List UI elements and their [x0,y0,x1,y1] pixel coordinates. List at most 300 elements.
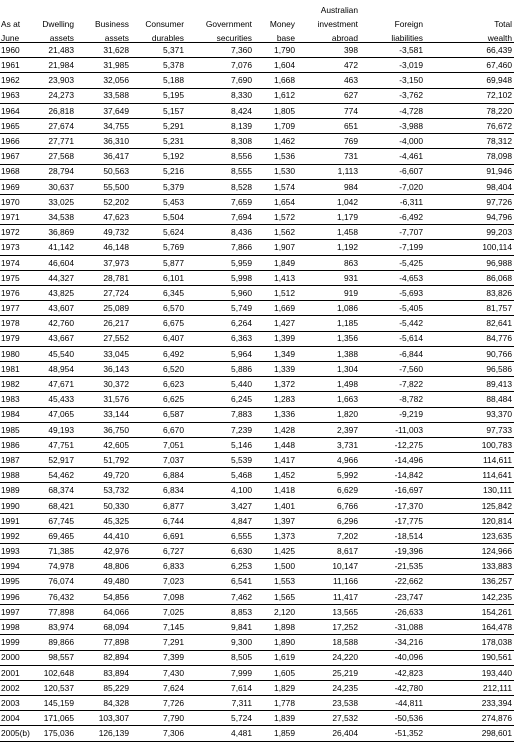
cell-year: 1969 [0,179,36,194]
cell-government: 5,440 [186,377,254,392]
cell-total: 76,672 [425,118,514,133]
cell-business: 33,144 [76,407,131,422]
cell-investment: 25,219 [297,665,360,680]
cell-foreign: -7,822 [360,377,425,392]
cell-year: 1995 [0,574,36,589]
cell-money: 1,372 [254,377,297,392]
cell-dwelling: 69,465 [36,529,76,544]
cell-foreign: -3,762 [360,88,425,103]
cell-total: 123,635 [425,529,514,544]
cell-foreign: -19,396 [360,544,425,559]
cell-investment: 398 [297,43,360,58]
cell-year: 1966 [0,134,36,149]
cell-dwelling: 54,462 [36,468,76,483]
cell-dwelling: 45,540 [36,346,76,361]
cell-dwelling: 67,745 [36,513,76,528]
cell-consumer: 6,492 [131,346,186,361]
cell-year: 1960 [0,43,36,58]
table-row [0,665,514,680]
cell-government: 7,076 [186,58,254,73]
cell-year: 1975 [0,270,36,285]
table-row [0,331,514,346]
cell-government: 5,146 [186,437,254,452]
table-row [0,422,514,437]
cell-consumer: 5,231 [131,134,186,149]
cell-money: 1,401 [254,498,297,513]
cell-total: 136,257 [425,574,514,589]
cell-dwelling: 89,866 [36,635,76,650]
cell-dwelling: 43,825 [36,286,76,301]
cell-consumer: 6,587 [131,407,186,422]
cell-year: 1971 [0,210,36,225]
cell-foreign: -17,775 [360,513,425,528]
cell-dwelling: 47,751 [36,437,76,452]
table-row [0,194,514,209]
cell-total: 154,261 [425,604,514,619]
cell-money: 1,462 [254,134,297,149]
col-header-foreign: Foreign [394,18,423,29]
cell-consumer: 5,188 [131,73,186,88]
cell-business: 36,750 [76,422,131,437]
cell-dwelling: 76,432 [36,589,76,604]
col-header-business: Business [95,18,129,29]
cell-investment: 1,185 [297,316,360,331]
cell-money: 1,339 [254,361,297,376]
cell-dwelling: 41,142 [36,240,76,255]
cell-foreign: -22,662 [360,574,425,589]
cell-money: 1,829 [254,680,297,695]
cell-money: 1,536 [254,149,297,164]
cell-government: 8,308 [186,134,254,149]
cell-total: 81,757 [425,301,514,316]
cell-year: 1980 [0,346,36,361]
cell-business: 37,973 [76,255,131,270]
cell-year: 1997 [0,604,36,619]
cell-government: 7,883 [186,407,254,422]
cell-consumer: 7,790 [131,711,186,726]
cell-year: 1985 [0,422,36,437]
cell-total: 120,814 [425,513,514,528]
table-row [0,164,514,179]
cell-year: 1964 [0,103,36,118]
cell-investment: 1,356 [297,331,360,346]
cell-consumer: 6,345 [131,286,186,301]
cell-foreign: -34,216 [360,635,425,650]
cell-total: 178,038 [425,635,514,650]
cell-total: 164,478 [425,620,514,635]
col-header-year: As at [1,18,21,29]
cell-business: 83,894 [76,665,131,680]
cell-total: 97,733 [425,422,514,437]
cell-foreign: -6,492 [360,210,425,225]
cell-business: 36,143 [76,361,131,376]
cell-total: 142,235 [425,589,514,604]
table-row [0,498,514,513]
cell-year: 1986 [0,437,36,452]
cell-foreign: -3,150 [360,73,425,88]
table-row [0,316,514,331]
cell-business: 37,649 [76,103,131,118]
col-header-year-2: June [0,28,36,43]
cell-year: 1984 [0,407,36,422]
cell-business: 27,724 [76,286,131,301]
cell-year: 2002 [0,680,36,695]
cell-investment: 463 [297,73,360,88]
cell-consumer: 6,670 [131,422,186,437]
cell-investment: 1,304 [297,361,360,376]
cell-consumer: 6,570 [131,301,186,316]
cell-foreign: -4,728 [360,103,425,118]
cell-year: 1987 [0,453,36,468]
cell-business: 77,898 [76,635,131,650]
cell-government: 8,424 [186,103,254,118]
cell-total: 98,404 [425,179,514,194]
table-row [0,361,514,376]
col-header-business-2: assets [76,28,131,43]
cell-business: 27,552 [76,331,131,346]
cell-business: 55,500 [76,179,131,194]
table-row [0,726,514,741]
cell-total: 78,220 [425,103,514,118]
cell-business: 31,576 [76,392,131,407]
cell-foreign: -5,442 [360,316,425,331]
cell-dwelling: 47,671 [36,377,76,392]
cell-consumer: 7,624 [131,680,186,695]
cell-consumer: 6,520 [131,361,186,376]
cell-foreign: -7,199 [360,240,425,255]
cell-year: 1962 [0,73,36,88]
cell-business: 26,217 [76,316,131,331]
cell-money: 1,778 [254,696,297,711]
cell-year: 2004 [0,711,36,726]
cell-foreign: -4,461 [360,149,425,164]
cell-investment: 26,404 [297,726,360,741]
table-header [0,0,514,43]
cell-government: 8,139 [186,118,254,133]
cell-consumer: 5,877 [131,255,186,270]
cell-year: 1970 [0,194,36,209]
cell-dwelling: 34,538 [36,210,76,225]
cell-year: 1981 [0,361,36,376]
cell-investment: 4,966 [297,453,360,468]
cell-total: 212,111 [425,680,514,695]
table-row [0,544,514,559]
cell-government: 6,363 [186,331,254,346]
cell-year: 1992 [0,529,36,544]
cell-year: 2005(b) [0,726,36,741]
cell-dwelling: 21,483 [36,43,76,58]
cell-total: 69,948 [425,73,514,88]
cell-total: 94,796 [425,210,514,225]
col-header-consumer: Consumer [145,18,184,29]
cell-government: 4,481 [186,726,254,741]
cell-consumer: 7,023 [131,574,186,589]
cell-investment: 23,538 [297,696,360,711]
cell-government: 9,841 [186,620,254,635]
cell-investment: 11,417 [297,589,360,604]
cell-year: 2000 [0,650,36,665]
cell-total: 99,203 [425,225,514,240]
cell-business: 51,792 [76,453,131,468]
cell-foreign: -6,311 [360,194,425,209]
cell-dwelling: 46,604 [36,255,76,270]
cell-money: 1,890 [254,635,297,650]
cell-foreign: -50,536 [360,711,425,726]
cell-government: 8,436 [186,225,254,240]
col-header-investment-2: abroad [297,28,360,43]
header-row-2 [0,28,514,43]
col-header-dwelling-2: assets [36,28,76,43]
table-row [0,255,514,270]
col-header-money: Money [269,18,295,29]
table-row [0,377,514,392]
cell-consumer: 6,101 [131,270,186,285]
cell-investment: 1,820 [297,407,360,422]
cell-foreign: -7,020 [360,179,425,194]
cell-money: 1,500 [254,559,297,574]
cell-government: 5,886 [186,361,254,376]
cell-consumer: 6,884 [131,468,186,483]
cell-business: 49,480 [76,574,131,589]
cell-business: 64,066 [76,604,131,619]
cell-total: 130,111 [425,483,514,498]
cell-consumer: 5,195 [131,88,186,103]
cell-total: 83,826 [425,286,514,301]
cell-investment: 731 [297,149,360,164]
cell-consumer: 5,769 [131,240,186,255]
cell-foreign: -23,747 [360,589,425,604]
cell-business: 30,372 [76,377,131,392]
table-row [0,43,514,58]
cell-consumer: 6,877 [131,498,186,513]
table-row [0,620,514,635]
cell-government: 6,253 [186,559,254,574]
cell-investment: 1,458 [297,225,360,240]
cell-dwelling: 24,273 [36,88,76,103]
cell-foreign: -51,352 [360,726,425,741]
cell-total: 82,641 [425,316,514,331]
cell-money: 1,839 [254,711,297,726]
cell-consumer: 6,834 [131,483,186,498]
cell-government: 7,462 [186,589,254,604]
table-row [0,134,514,149]
cell-business: 33,588 [76,88,131,103]
cell-government: 5,468 [186,468,254,483]
cell-money: 1,349 [254,346,297,361]
cell-business: 45,325 [76,513,131,528]
cell-investment: 1,179 [297,210,360,225]
cell-year: 1977 [0,301,36,316]
cell-business: 42,605 [76,437,131,452]
cell-consumer: 6,744 [131,513,186,528]
table-row [0,179,514,194]
cell-foreign: -4,653 [360,270,425,285]
cell-money: 1,805 [254,103,297,118]
cell-total: 125,842 [425,498,514,513]
cell-investment: 774 [297,103,360,118]
cell-year: 1990 [0,498,36,513]
cell-government: 5,724 [186,711,254,726]
cell-dwelling: 145,159 [36,696,76,711]
cell-year: 2003 [0,696,36,711]
cell-consumer: 6,675 [131,316,186,331]
cell-money: 1,604 [254,58,297,73]
cell-foreign: -14,842 [360,468,425,483]
cell-business: 44,410 [76,529,131,544]
table-row [0,453,514,468]
cell-year: 1979 [0,331,36,346]
cell-money: 1,605 [254,665,297,680]
cell-consumer: 5,371 [131,43,186,58]
cell-total: 100,114 [425,240,514,255]
cell-government: 6,555 [186,529,254,544]
cell-business: 47,623 [76,210,131,225]
cell-dwelling: 36,869 [36,225,76,240]
cell-money: 1,336 [254,407,297,422]
cell-money: 1,413 [254,270,297,285]
cell-business: 48,806 [76,559,131,574]
cell-investment: 24,235 [297,680,360,695]
cell-year: 1974 [0,255,36,270]
cell-dwelling: 120,537 [36,680,76,695]
cell-investment: 1,042 [297,194,360,209]
cell-foreign: -31,088 [360,620,425,635]
cell-dwelling: 27,771 [36,134,76,149]
cell-government: 7,866 [186,240,254,255]
cell-total: 193,440 [425,665,514,680]
cell-foreign: -42,780 [360,680,425,695]
cell-investment: 6,766 [297,498,360,513]
cell-year: 2001 [0,665,36,680]
cell-year: 1998 [0,620,36,635]
table-row [0,73,514,88]
cell-year: 1967 [0,149,36,164]
table-row [0,513,514,528]
cell-dwelling: 74,978 [36,559,76,574]
cell-foreign: -16,697 [360,483,425,498]
cell-business: 28,781 [76,270,131,285]
cell-total: 90,766 [425,346,514,361]
cell-investment: 8,617 [297,544,360,559]
cell-consumer: 5,216 [131,164,186,179]
cell-year: 1991 [0,513,36,528]
cell-government: 3,427 [186,498,254,513]
cell-investment: 27,532 [297,711,360,726]
cell-investment: 984 [297,179,360,194]
cell-foreign: -18,514 [360,529,425,544]
cell-year: 1999 [0,635,36,650]
cell-consumer: 5,378 [131,58,186,73]
table-row [0,346,514,361]
cell-money: 1,553 [254,574,297,589]
cell-government: 9,300 [186,635,254,650]
cell-foreign: -7,707 [360,225,425,240]
cell-money: 2,120 [254,604,297,619]
cell-business: 31,985 [76,58,131,73]
cell-money: 1,612 [254,88,297,103]
cell-money: 1,709 [254,118,297,133]
cell-year: 1961 [0,58,36,73]
cell-money: 1,654 [254,194,297,209]
cell-government: 7,999 [186,665,254,680]
cell-business: 49,720 [76,468,131,483]
table-row [0,301,514,316]
cell-investment: 10,147 [297,559,360,574]
cell-money: 1,283 [254,392,297,407]
cell-year: 1963 [0,88,36,103]
table-row [0,529,514,544]
cell-money: 1,898 [254,620,297,635]
cell-foreign: -5,693 [360,286,425,301]
cell-dwelling: 27,674 [36,118,76,133]
cell-total: 67,460 [425,58,514,73]
table-row [0,88,514,103]
cell-dwelling: 26,818 [36,103,76,118]
cell-dwelling: 76,074 [36,574,76,589]
cell-money: 1,397 [254,513,297,528]
cell-consumer: 5,157 [131,103,186,118]
col-header-government: Government [205,18,252,29]
cell-foreign: -5,614 [360,331,425,346]
cell-investment: 24,220 [297,650,360,665]
cell-investment: 627 [297,88,360,103]
table-row [0,680,514,695]
cell-business: 25,089 [76,301,131,316]
cell-foreign: -3,019 [360,58,425,73]
cell-investment: 13,565 [297,604,360,619]
cell-year: 1972 [0,225,36,240]
cell-consumer: 5,192 [131,149,186,164]
cell-government: 7,659 [186,194,254,209]
cell-total: 91,946 [425,164,514,179]
cell-business: 31,628 [76,43,131,58]
table-row [0,103,514,118]
cell-year: 1965 [0,118,36,133]
cell-dwelling: 71,385 [36,544,76,559]
cell-business: 85,229 [76,680,131,695]
cell-total: 88,484 [425,392,514,407]
cell-money: 1,668 [254,73,297,88]
cell-money: 1,790 [254,43,297,58]
cell-money: 1,373 [254,529,297,544]
cell-year: 1988 [0,468,36,483]
cell-dwelling: 52,917 [36,453,76,468]
cell-money: 1,619 [254,650,297,665]
cell-business: 36,310 [76,134,131,149]
cell-foreign: -5,405 [360,301,425,316]
cell-business: 50,330 [76,498,131,513]
table-row [0,118,514,133]
cell-consumer: 7,051 [131,437,186,452]
cell-total: 133,883 [425,559,514,574]
cell-business: 52,202 [76,194,131,209]
cell-total: 96,988 [425,255,514,270]
cell-government: 4,847 [186,513,254,528]
cell-government: 8,556 [186,149,254,164]
cell-dwelling: 102,648 [36,665,76,680]
cell-foreign: -6,607 [360,164,425,179]
cell-investment: 1,086 [297,301,360,316]
col-header-investment: investment [317,18,358,29]
cell-dwelling: 21,984 [36,58,76,73]
cell-dwelling: 33,025 [36,194,76,209]
cell-business: 53,732 [76,483,131,498]
cell-government: 8,853 [186,604,254,619]
cell-dwelling: 42,760 [36,316,76,331]
cell-year: 1978 [0,316,36,331]
cell-business: 32,056 [76,73,131,88]
cell-year: 1983 [0,392,36,407]
